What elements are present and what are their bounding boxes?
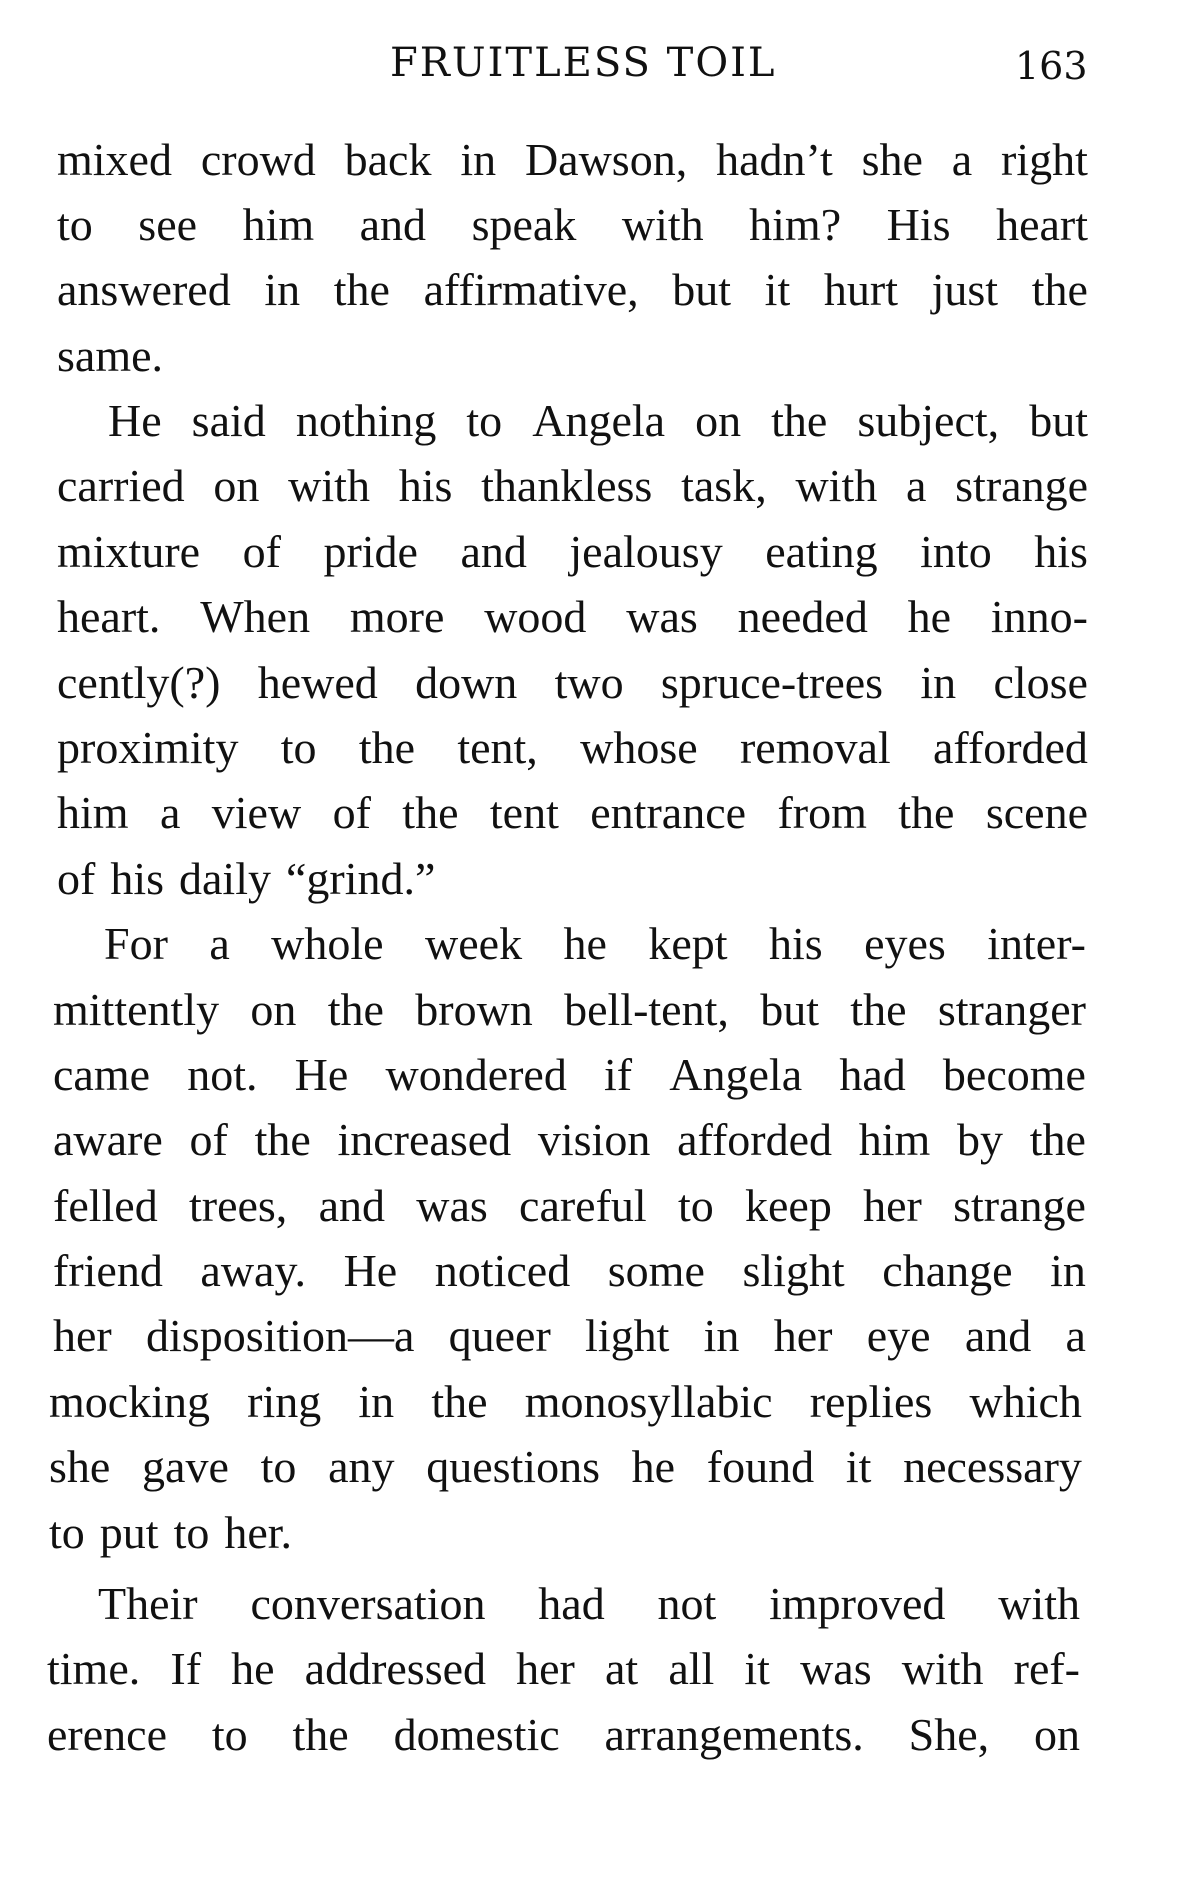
text-word: become xyxy=(942,1049,1086,1100)
text-word: a xyxy=(905,460,927,511)
text-line xyxy=(47,1707,1080,1763)
text-word: a xyxy=(209,918,230,969)
text-word: his xyxy=(1034,526,1088,577)
text-word: spruce-trees xyxy=(660,657,884,708)
text-word: him xyxy=(242,199,315,250)
text-word: crowd xyxy=(200,134,316,185)
text-word: week xyxy=(425,918,523,969)
text-word: he xyxy=(231,1643,275,1694)
text-word: removal xyxy=(739,722,891,773)
text-line xyxy=(53,1308,1086,1364)
text-word: with xyxy=(288,460,370,511)
text-line xyxy=(57,132,1088,188)
text-word: and xyxy=(359,199,427,250)
text-line xyxy=(49,1439,1082,1495)
text-line xyxy=(57,328,1088,384)
text-word: wood xyxy=(484,591,587,642)
text-word: strange xyxy=(953,1180,1086,1231)
text-word: a xyxy=(1065,1310,1086,1361)
text-word: afforded xyxy=(932,722,1088,773)
text-word: in xyxy=(264,264,301,315)
text-word: with xyxy=(998,1578,1080,1629)
running-title: FRUITLESS TOIL xyxy=(390,40,777,86)
text-word: it xyxy=(845,1441,872,1492)
text-word: to xyxy=(173,1507,210,1558)
text-word: arrangements. xyxy=(604,1709,864,1760)
text-word: just xyxy=(931,264,999,315)
text-word: on xyxy=(213,460,260,511)
text-word: came xyxy=(53,1049,151,1100)
text-word: Dawson, xyxy=(524,134,688,185)
text-word: light xyxy=(585,1310,670,1361)
text-word: close xyxy=(993,657,1088,708)
text-word: careful xyxy=(519,1180,647,1231)
text-word: if xyxy=(604,1049,633,1100)
text-word: inter- xyxy=(987,918,1086,969)
page-number: 163 xyxy=(1015,44,1088,88)
text-word: some xyxy=(607,1245,705,1296)
text-word: put xyxy=(99,1507,159,1558)
text-word: heart xyxy=(996,199,1088,250)
page-header xyxy=(0,40,1193,100)
text-line xyxy=(57,655,1088,711)
text-word: a xyxy=(159,787,181,838)
text-word: “grind.” xyxy=(286,853,436,904)
text-word: all xyxy=(668,1643,715,1694)
text-word: by xyxy=(957,1114,1004,1165)
text-word: down xyxy=(415,657,518,708)
text-word: nothing xyxy=(295,395,437,446)
text-word: ref- xyxy=(1013,1643,1080,1694)
text-word: domestic xyxy=(393,1709,560,1760)
text-word: it xyxy=(764,264,791,315)
text-word: in xyxy=(358,1376,395,1427)
text-word: cently(?) xyxy=(57,657,221,708)
text-word: mittently xyxy=(53,984,220,1035)
text-word: Angela xyxy=(669,1049,803,1100)
text-line xyxy=(57,524,1088,580)
text-line xyxy=(57,720,1088,776)
text-word: with xyxy=(795,460,878,511)
text-word: whole xyxy=(271,918,384,969)
text-word: keep xyxy=(744,1180,832,1231)
text-word: from xyxy=(777,787,867,838)
text-word: heart. xyxy=(57,591,161,642)
text-word: eyes xyxy=(864,918,946,969)
text-word: said xyxy=(191,395,266,446)
text-word: the xyxy=(898,787,955,838)
text-word: was xyxy=(416,1180,488,1231)
text-word: monosyllabic xyxy=(524,1376,773,1427)
text-word: addressed xyxy=(304,1643,487,1694)
text-word: him? xyxy=(749,199,842,250)
text-word: to xyxy=(466,395,503,446)
text-word: erence xyxy=(47,1709,167,1760)
text-word: into xyxy=(920,526,992,577)
text-word: the xyxy=(771,395,828,446)
text-word: She, xyxy=(908,1709,990,1760)
text-word: pride xyxy=(323,526,418,577)
text-word: a xyxy=(951,134,973,185)
text-word: strange xyxy=(955,460,1088,511)
text-line xyxy=(57,197,1088,253)
text-word: he xyxy=(631,1441,676,1492)
text-word: on xyxy=(1034,1709,1080,1760)
text-word: he xyxy=(563,918,607,969)
text-word: of xyxy=(332,787,371,838)
text-word: answered xyxy=(57,264,231,315)
text-word: queer xyxy=(448,1310,551,1361)
text-word: was xyxy=(626,591,698,642)
text-word: which xyxy=(969,1376,1082,1427)
text-word: but xyxy=(760,984,819,1035)
text-word: felled xyxy=(53,1180,158,1231)
text-line xyxy=(49,1505,1082,1561)
text-word: tent, xyxy=(457,722,538,773)
text-word: daily xyxy=(179,853,271,904)
text-word: same. xyxy=(57,330,164,381)
text-word: the xyxy=(1031,264,1088,315)
text-word: on xyxy=(695,395,742,446)
text-word: time. xyxy=(47,1643,141,1694)
text-word: at xyxy=(605,1643,639,1694)
text-word: in xyxy=(920,657,957,708)
text-word: the xyxy=(402,787,459,838)
text-word: needed xyxy=(737,591,868,642)
text-word: but xyxy=(1029,395,1088,446)
text-word: and xyxy=(460,526,527,577)
text-word: hurt xyxy=(823,264,898,315)
text-word: disposition—a xyxy=(146,1310,415,1361)
text-word: she xyxy=(49,1441,111,1492)
text-word: he xyxy=(907,591,952,642)
text-word: the xyxy=(850,984,907,1035)
text-word: His xyxy=(886,199,951,250)
text-word: proximity xyxy=(57,722,239,773)
text-line xyxy=(53,1112,1086,1168)
text-word: inno- xyxy=(990,591,1088,642)
text-line xyxy=(57,785,1088,841)
text-word: to xyxy=(280,722,317,773)
text-word: back xyxy=(344,134,432,185)
text-word: For xyxy=(104,918,168,969)
text-word: subject, xyxy=(857,395,1000,446)
text-word: replies xyxy=(809,1376,933,1427)
text-word: to xyxy=(211,1709,248,1760)
text-word: noticed xyxy=(434,1245,571,1296)
text-line xyxy=(57,458,1088,514)
text-word: the xyxy=(254,1114,311,1165)
text-word: hadn’t xyxy=(716,134,833,185)
text-word: wondered xyxy=(385,1049,567,1100)
text-word: to xyxy=(260,1441,297,1492)
text-word: entrance xyxy=(590,787,747,838)
text-word: speak xyxy=(471,199,577,250)
text-line xyxy=(57,589,1088,645)
text-word: Angela xyxy=(532,395,666,446)
text-word: friend xyxy=(53,1245,163,1296)
text-word: He xyxy=(108,395,162,446)
text-word: tent xyxy=(489,787,559,838)
text-word: whose xyxy=(580,722,698,773)
text-word: not xyxy=(657,1578,717,1629)
text-word: of xyxy=(242,526,281,577)
text-line xyxy=(53,1047,1086,1103)
text-word: her xyxy=(773,1310,833,1361)
text-line xyxy=(53,1178,1086,1234)
text-word: eating xyxy=(765,526,878,577)
text-word: mixed xyxy=(57,134,172,185)
text-word: her. xyxy=(224,1507,293,1558)
text-word: If xyxy=(170,1643,202,1694)
text-word: she xyxy=(861,134,923,185)
text-word: in xyxy=(703,1310,740,1361)
text-word: task, xyxy=(681,460,767,511)
text-word: two xyxy=(554,657,624,708)
text-line xyxy=(53,1243,1086,1299)
text-word: his xyxy=(398,460,453,511)
text-word: but xyxy=(672,264,732,315)
text-word: not. xyxy=(187,1049,258,1100)
text-word: scene xyxy=(985,787,1088,838)
text-word: in xyxy=(1050,1245,1086,1296)
text-word: see xyxy=(138,199,198,250)
text-word: on xyxy=(250,984,297,1035)
text-word: in xyxy=(460,134,497,185)
text-word: ring xyxy=(247,1376,322,1427)
text-word: mocking xyxy=(49,1376,210,1427)
text-word: her xyxy=(863,1180,922,1231)
text-word: and xyxy=(964,1310,1032,1361)
text-word: thankless xyxy=(481,460,653,511)
text-word: brown xyxy=(415,984,533,1035)
text-word: carried xyxy=(57,460,185,511)
text-word: When xyxy=(200,591,311,642)
text-word: aware xyxy=(53,1114,163,1165)
text-line xyxy=(53,982,1086,1038)
text-line xyxy=(57,262,1088,318)
text-line xyxy=(104,916,1086,972)
text-word: the xyxy=(1029,1114,1086,1165)
text-word: mixture xyxy=(57,526,201,577)
text-word: increased xyxy=(337,1114,512,1165)
text-word: any xyxy=(328,1441,395,1492)
text-word: right xyxy=(1001,134,1088,185)
text-word: conversation xyxy=(250,1578,486,1629)
text-word: of xyxy=(189,1114,228,1165)
text-word: was xyxy=(800,1643,872,1694)
text-word: found xyxy=(706,1441,815,1492)
text-word: He xyxy=(343,1245,398,1296)
text-word: necessary xyxy=(903,1441,1082,1492)
text-word: the xyxy=(431,1376,488,1427)
text-word: him xyxy=(57,787,129,838)
text-line xyxy=(108,393,1088,449)
text-word: afforded xyxy=(677,1114,833,1165)
text-word: questions xyxy=(426,1441,600,1492)
text-word: his xyxy=(768,918,823,969)
text-word: improved xyxy=(769,1578,946,1629)
text-word: more xyxy=(349,591,445,642)
text-word: it xyxy=(744,1643,770,1694)
text-word: of xyxy=(57,853,96,904)
text-word: bell-tent, xyxy=(564,984,729,1035)
text-word: jealousy xyxy=(569,526,723,577)
text-word: away. xyxy=(200,1245,306,1296)
text-word: the xyxy=(333,264,390,315)
text-word: gave xyxy=(142,1441,229,1492)
text-word: to xyxy=(49,1507,85,1558)
text-word: stranger xyxy=(937,984,1086,1035)
text-word: her xyxy=(53,1310,112,1361)
text-word: He xyxy=(294,1049,349,1100)
text-word: slight xyxy=(742,1245,845,1296)
text-word: the xyxy=(292,1709,349,1760)
text-word: Their xyxy=(98,1578,198,1629)
text-word: her xyxy=(516,1643,575,1694)
text-word: the xyxy=(358,722,416,773)
text-word: had xyxy=(839,1049,906,1100)
text-word: with xyxy=(621,199,704,250)
text-word: the xyxy=(327,984,384,1035)
text-word: kept xyxy=(648,918,728,969)
text-line xyxy=(98,1576,1080,1632)
text-word: vision xyxy=(537,1114,651,1165)
text-word: eye xyxy=(866,1310,931,1361)
text-word: trees, xyxy=(188,1180,288,1231)
text-word: him xyxy=(858,1114,931,1165)
text-word: had xyxy=(538,1578,605,1629)
text-word: with xyxy=(901,1643,984,1694)
text-word: to xyxy=(57,199,93,250)
text-word: affirmative, xyxy=(423,264,639,315)
text-line xyxy=(49,1374,1082,1430)
text-word: his xyxy=(110,853,165,904)
text-word: to xyxy=(677,1180,714,1231)
text-line xyxy=(47,1641,1080,1697)
text-word: view xyxy=(211,787,302,838)
text-word: change xyxy=(882,1245,1013,1296)
text-word: and xyxy=(318,1180,385,1231)
text-word: hewed xyxy=(257,657,378,708)
text-line xyxy=(57,851,1088,907)
